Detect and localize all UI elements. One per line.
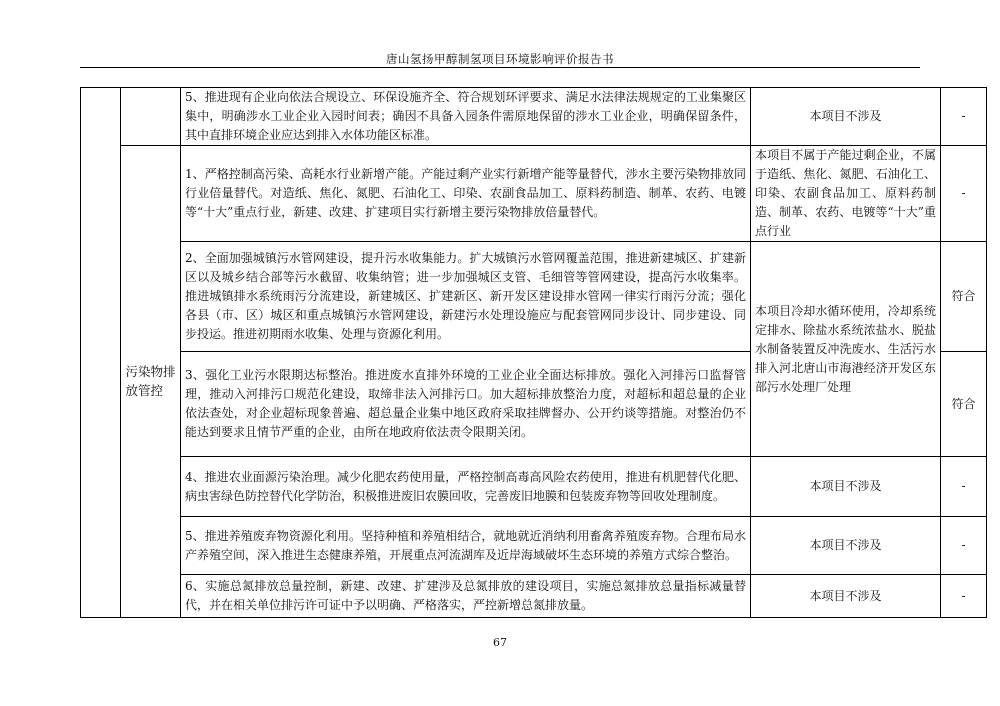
table-row [81,517,987,575]
project-cell: 本项目不涉及 [751,575,941,618]
requirement-cell: 2、全面加强城镇污水管网建设，提升污水收集能力。扩大城镇污水管网覆盖范围，推进新建城区、扩建新区以及城乡结合部等污水截留、收集纳管；进一步加强城区支管、毛细管等管网建设，提高污水收集率。推进城镇排水系统雨污分流建设，新建城区、扩建新区、新开发区建设排水管网一律实行雨污分流；强化各县（市、区）城区和重点城镇污水管网建设，新建污水处理设施应与配套管网同步设计、同步建设、同步投运。推进初期雨水收集、处理与资源化利用。 [181,242,751,352]
project-cell: 本项目不涉及 [751,457,941,517]
requirement-cell: 1、严格控制高污染、高耗水行业新增产能。产能过剩产业实行新增产能等量替代，涉水主要污染物排放同行业倍量替代。对造纸、焦化、氮肥、石油化工、印染、农副食品加工、原料药制造、制革、农药、电镀等“十大”重点行业，新建、改建、扩建项目实行新增主要污染物排放倍量替代。 [181,146,751,242]
compliance-table [80,87,987,618]
requirement-cell: 5、推进养殖废弃物资源化利用。坚持种植和养殖相结合，就地就近消纳利用畜禽养殖废弃物。合理布局水产养殖空间，深入推进生态健康养殖，开展重点河流湖库及近岸海域破坏生态环境的养殖方式综合整治。 [181,517,751,575]
blank-left-column [81,88,121,618]
category-cell-blank [121,88,181,146]
table-row [81,242,987,352]
requirement-cell: 3、强化工业污水限期达标整治。推进废水直排外环境的工业企业全面达标排放。强化入河排污口监督管理，推动入河排污口规范化建设，取缔非法入河排污口。加大超标排放整治力度，对超标和超总量的企业依法查处，对企业超标现象普遍、超总量企业集中地区政府采取挂牌督办、公开约谈等措施。对整治仍不能达到要求且情节严重的企业，由所在地政府依法责令限期关闭。 [181,352,751,457]
project-cell: 本项目不涉及 [751,88,941,146]
result-cell: - [941,575,987,618]
table-row [81,457,987,517]
result-cell: 符合 [941,352,987,457]
page-number: 67 [493,636,507,649]
table-row [81,146,987,242]
category-cell [121,146,181,618]
report-header-title: 唐山氢扬甲醇制氢项目环境影响评价报告书 [386,52,614,66]
header-rule [80,67,920,68]
requirement-cell: 5、推进现有企业向依法合规设立、环保设施齐全、符合规划环评要求、满足水法律法规规定的工业集聚区集中，明确涉水工业企业入园时间表；确因不具备入园条件需原地保留的涉水工业企业，明确保留条件，其中直排环境企业应达到排入水体功能区标准。 [181,88,751,146]
requirement-cell: 6、实施总氮排放总量控制，新建、改建、扩建涉及总氮排放的建设项目，实施总氮排放总量指标减量替代，并在相关单位排污许可证中予以明确、严格落实，严控新增总氮排放量。 [181,575,751,618]
category-label: 污染物排放管控 [125,364,176,398]
result-cell: - [941,146,987,242]
table-row [81,575,987,618]
result-cell: 符合 [941,242,987,352]
requirement-cell: 4、推进农业面源污染治理。减少化肥农药使用量，严格控制高毒高风险农药使用，推进有机肥替代化肥、病虫害绿色防控替代化学防治，积极推进废旧农膜回收，完善废旧地膜和包装废弃物等回收处理制度。 [181,457,751,517]
project-cell: 本项目不涉及 [751,517,941,575]
result-cell: - [941,517,987,575]
project-cell: 本项目不属于产能过剩企业，不属于造纸、焦化、氮肥、石油化工、印染、农副食品加工、原料药制造、制革、农药、电镀等“十大”重点行业 [751,146,941,242]
result-cell: - [941,88,987,146]
table-row [81,88,987,146]
shared-project-cell: 本项目冷却水循环使用，冷却系统定排水、除盐水系统浓盐水、脱盐水制备装置反冲洗废水、生活污水排入河北唐山市海港经济开发区东部污水处理厂处理 [751,242,941,457]
result-cell: - [941,457,987,517]
